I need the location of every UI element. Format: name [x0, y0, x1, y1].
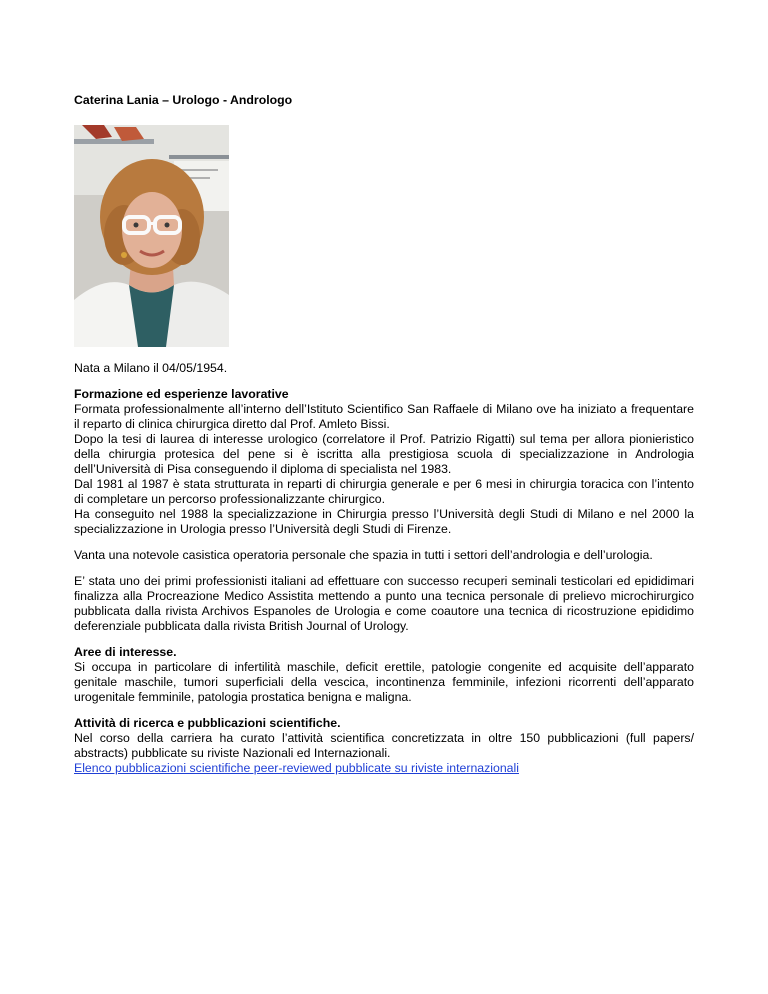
biography — [74, 361, 694, 776]
document-title: Caterina Lania – Urologo - Andrologo — [74, 93, 293, 107]
primi-paragraph: E’ stata uno dei primi professionisti italiani ad effettuare con successo recuperi seminali testicolari ed epididimari finalizza alla Procreazione Medico Assistita mettendo a punto una tecnica personale di prelievo microchirurgico pubblicata dalla rivista Archivos Espanoles de Urologia e come coautore una tecnica di ricostruzione epididimo deferenziale pubblicata dalla rivista British Journal of Urology. — [74, 574, 694, 633]
casistica-paragraph: Vanta una notevole casistica operatoria personale che spazia in tutti i settori dell’andrologia e dell’urologia. — [74, 548, 653, 562]
section-title-formazione: Formazione ed esperienze lavorative — [74, 387, 289, 401]
formazione-paragraph-4: Ha conseguito nel 1988 la specializzazione in Chirurgia presso l’Università degli Studi di Milano e nel 2000 la specializzazione in Urologia presso l’Università degli Studi di Firenze. — [74, 507, 694, 536]
section-title-aree: Aree di interesse. — [74, 645, 177, 659]
birth-info: Nata a Milano il 04/05/1954. — [74, 361, 228, 375]
portrait-photo — [74, 125, 229, 347]
formazione-paragraph-1: Formata professionalmente all’interno dell’Istituto Scientifico San Raffaele di Milano ove ha iniziato a frequentare il reparto di clinica chirurgica diretto dal Prof. Amleto Bissi. — [74, 402, 694, 431]
aree-paragraph: Si occupa in particolare di infertilità maschile, deficit erettile, patologie congenite ed acquisite dell’apparato genitale maschile, tumori superficiali della vescica, incontinenza femminile, infezioni ricorrenti dell’apparato urogenitale femminile, patologia prostatica benigna e maligna. — [74, 660, 694, 704]
formazione-paragraph-3: Dal 1981 al 1987 è stata strutturata in reparti di chirurgia generale e per 6 mesi in chirurgia toracica con l’intento di completare un percorso professionalizzante chirurgico. — [74, 477, 694, 506]
publications-link[interactable]: Elenco pubblicazioni scientifiche peer-reviewed pubblicate su riviste internazionali — [74, 761, 519, 775]
formazione-paragraph-2: Dopo la tesi di laurea di interesse urologico (correlatore il Prof. Patrizio Rigatti) sul tema per allora pionieristico della chirurgia protesica del pene si è iscritta alla prestigiosa scuola di specializzazione in Andrologia dell’Università di Pisa conseguendo il diploma di specialista nel 1983. — [74, 432, 694, 476]
ricerca-paragraph: Nel corso della carriera ha curato l’attività scientifica concretizzata in oltre 150 pubblicazioni (full papers/ abstracts) pubblicate su riviste Nazionali ed Internazionali. — [74, 731, 694, 760]
section-title-ricerca: Attività di ricerca e pubblicazioni scientifiche. — [74, 716, 341, 730]
